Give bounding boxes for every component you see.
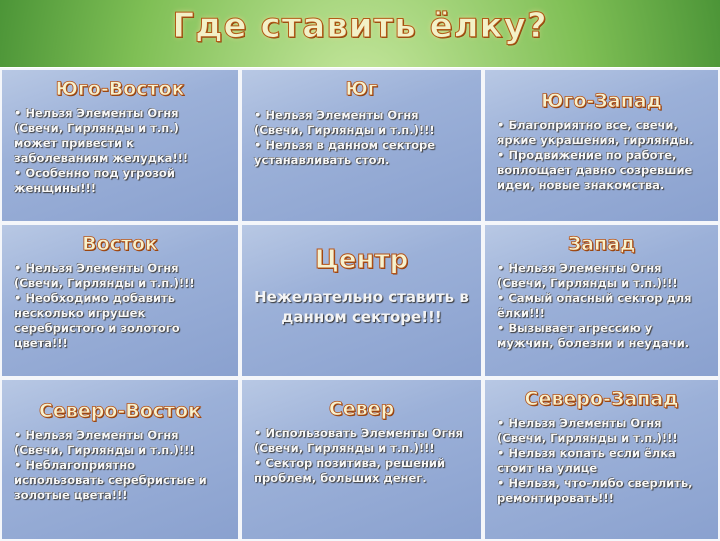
sector-heading: Центр	[314, 245, 409, 275]
list-item: • Нельзя Элементы Огня (Свечи, Гирлянды и т.п.)!!!	[14, 428, 226, 458]
sector-list	[14, 428, 226, 503]
list-item: • Вызывает агрессию у мужчин, болезни и неудачи.	[497, 321, 706, 351]
sector-southeast	[0, 68, 240, 223]
sector-heading: Юго-Запад	[541, 90, 662, 112]
list-item: • Нельзя Элементы Огня (Свечи, Гирлянды и т.п.)!!!	[254, 108, 469, 138]
list-item: • Использовать Элементы Огня (Свечи, Гирлянды и т.п.)!!!	[254, 426, 469, 456]
sector-list	[497, 261, 706, 351]
sector-list	[254, 108, 469, 168]
list-item: • Сектор позитива, решений проблем, больших денег.	[254, 456, 469, 486]
list-item: • Особенно под угрозой женщины!!!	[14, 166, 226, 196]
sector-heading: Запад	[567, 233, 636, 255]
list-item: • Нельзя Элементы Огня (Свечи, Гирлянды и т.п.)!!!	[497, 261, 706, 291]
list-item: • Нельзя, что-либо сверлить, ремонтировать!!!	[497, 476, 706, 506]
list-item: • Необходимо добавить несколько игрушек серебристого и золотого цвета!!!	[14, 291, 226, 351]
sector-heading: Северо-Восток	[38, 400, 202, 422]
sector-heading: Северо-Запад	[524, 388, 679, 410]
sector-northwest	[483, 378, 720, 541]
center-note: Нежелательно ставить в данном секторе!!!	[254, 288, 469, 326]
sector-list	[254, 426, 469, 486]
sector-heading: Север	[328, 398, 395, 420]
list-item: • Нельзя Элементы Огня (Свечи, Гирлянды и т.п.)!!!	[14, 261, 226, 291]
sector-east	[0, 223, 240, 378]
list-item: • Нельзя копать если ёлка стоит на улице	[497, 446, 706, 476]
list-item: • Благоприятно все, свечи, яркие украшения, гирлянды.	[497, 118, 706, 148]
list-item: • Неблагоприятно использовать серебристые и золотые цвета!!!	[14, 458, 226, 503]
sector-west	[483, 223, 720, 378]
page-title: Где ставить ёлку?	[172, 6, 548, 46]
list-item: • Нельзя Элементы Огня (Свечи, Гирлянды и т.п.) может привести к заболеваниям желудка!!!	[14, 106, 226, 166]
sector-list	[14, 261, 226, 351]
list-item: • Самый опасный сектор для ёлки!!!	[497, 291, 706, 321]
sector-north	[240, 378, 483, 541]
sector-southwest	[483, 68, 720, 223]
sector-list	[14, 106, 226, 196]
sector-northeast	[0, 378, 240, 541]
list-item: • Продвижение по работе, воплощает давно созревшие идеи, новые знакомства.	[497, 148, 706, 193]
sector-heading: Юго-Восток	[55, 78, 185, 100]
list-item: • Нельзя в данном секторе устанавливать стол.	[254, 138, 469, 168]
sector-heading: Юг	[345, 78, 378, 100]
sector-center	[240, 223, 483, 378]
list-item: • Нельзя Элементы Огня (Свечи, Гирлянды и т.п.)!!!	[497, 416, 706, 446]
sector-list	[497, 118, 706, 193]
sector-heading: Восток	[82, 233, 158, 255]
sector-south	[240, 68, 483, 223]
sector-list	[497, 416, 706, 506]
sector-grid	[0, 67, 720, 541]
